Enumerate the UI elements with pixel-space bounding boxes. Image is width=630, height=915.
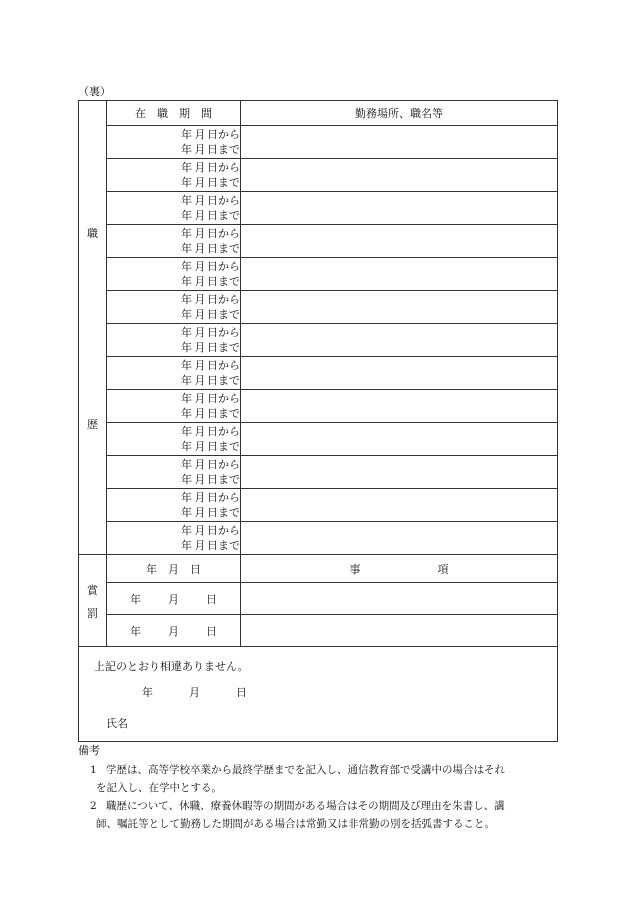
month-label: 月 bbox=[194, 374, 206, 387]
year-label: 年 bbox=[181, 209, 192, 222]
year-label: 年 bbox=[181, 176, 192, 189]
rewards-date-cell[interactable] bbox=[107, 615, 241, 647]
year-label: 年 bbox=[181, 260, 192, 273]
day-to-label: 日まで bbox=[207, 473, 240, 486]
career-side-char-1: 職 bbox=[87, 227, 98, 240]
day-to-label: 日まで bbox=[207, 440, 240, 453]
career-row bbox=[79, 390, 558, 423]
month-label: 月 bbox=[194, 242, 206, 255]
declaration-date[interactable] bbox=[142, 684, 247, 700]
month-label: 月 bbox=[194, 407, 206, 420]
day-from-label: 日から bbox=[207, 161, 240, 174]
year-label: 年 bbox=[181, 308, 192, 321]
declaration-box bbox=[79, 647, 558, 742]
year-label: 年 bbox=[181, 143, 192, 156]
month-label: 月 bbox=[194, 539, 206, 552]
day-to-label: 日まで bbox=[207, 209, 240, 222]
month-label: 月 bbox=[194, 209, 206, 222]
rewards-date-header: 年 月 日 bbox=[107, 555, 241, 583]
workplace-cell[interactable] bbox=[241, 357, 558, 390]
note-line: 師、嘱託等として勤務した期間がある場合は常勤又は非常勤の別を括弧書すること。 bbox=[96, 818, 495, 830]
name-label: 氏名 bbox=[106, 717, 128, 730]
career-row bbox=[79, 126, 558, 159]
period-cell[interactable] bbox=[107, 324, 241, 357]
note-number: 2 bbox=[90, 800, 97, 812]
year-label: 年 bbox=[130, 592, 141, 606]
month-label: 月 bbox=[168, 624, 179, 638]
workplace-cell[interactable] bbox=[241, 456, 558, 489]
career-row bbox=[79, 522, 558, 555]
day-from-label: 日から bbox=[207, 491, 240, 504]
career-row bbox=[79, 159, 558, 192]
notes-title: 備考 bbox=[78, 744, 100, 757]
year-label: 年 bbox=[181, 374, 192, 387]
period-cell[interactable] bbox=[107, 159, 241, 192]
day-from-label: 日から bbox=[207, 326, 240, 339]
career-row bbox=[79, 324, 558, 357]
year-label: 年 bbox=[181, 458, 192, 471]
month-label: 月 bbox=[194, 143, 206, 156]
career-header-row bbox=[79, 101, 558, 126]
day-label: 日 bbox=[236, 686, 247, 699]
day-to-label: 日まで bbox=[207, 407, 240, 420]
year-label: 年 bbox=[181, 524, 192, 537]
workplace-cell[interactable] bbox=[241, 159, 558, 192]
day-to-label: 日まで bbox=[207, 275, 240, 288]
career-row bbox=[79, 489, 558, 522]
career-side-label bbox=[79, 101, 107, 555]
workplace-cell[interactable] bbox=[241, 225, 558, 258]
rewards-side-char-1: 賞 bbox=[87, 584, 98, 597]
period-cell[interactable] bbox=[107, 126, 241, 159]
period-cell[interactable] bbox=[107, 291, 241, 324]
year-label: 年 bbox=[181, 425, 192, 438]
day-label: 日 bbox=[206, 592, 217, 606]
day-to-label: 日まで bbox=[207, 176, 240, 189]
day-from-label: 日から bbox=[207, 194, 240, 207]
rewards-side-char-2: 罰 bbox=[87, 607, 98, 620]
month-label: 月 bbox=[168, 592, 179, 606]
period-cell[interactable] bbox=[107, 456, 241, 489]
period-cell[interactable] bbox=[107, 390, 241, 423]
year-label: 年 bbox=[181, 194, 192, 207]
period-cell[interactable] bbox=[107, 522, 241, 555]
year-label: 年 bbox=[181, 293, 192, 306]
workplace-cell[interactable] bbox=[241, 291, 558, 324]
note-line: 学歴は、高等学校卒業から最終学歴までを記入し、通信教育部で受講中の場合はそれ bbox=[106, 764, 505, 776]
career-form-table bbox=[78, 100, 558, 742]
year-label: 年 bbox=[130, 624, 141, 638]
year-label: 年 bbox=[181, 407, 192, 420]
period-cell[interactable] bbox=[107, 357, 241, 390]
year-label: 年 bbox=[181, 161, 192, 174]
month-label: 月 bbox=[194, 458, 206, 471]
workplace-cell[interactable] bbox=[241, 522, 558, 555]
month-label: 月 bbox=[194, 227, 206, 240]
day-from-label: 日から bbox=[207, 392, 240, 405]
day-to-label: 日まで bbox=[207, 143, 240, 156]
career-row bbox=[79, 456, 558, 489]
declaration-text: 上記のとおり相違ありません。 bbox=[94, 660, 249, 673]
year-label: 年 bbox=[142, 686, 153, 699]
year-label: 年 bbox=[181, 227, 192, 240]
note-line: 職歴について、休職、療養休暇等の期間がある場合はその期間及び理由を朱書し、講 bbox=[106, 800, 505, 812]
day-to-label: 日まで bbox=[207, 341, 240, 354]
career-row bbox=[79, 225, 558, 258]
month-label: 月 bbox=[189, 686, 200, 699]
workplace-header: 勤務場所、職名等 bbox=[241, 101, 558, 126]
career-row bbox=[79, 357, 558, 390]
day-to-label: 日まで bbox=[207, 374, 240, 387]
year-label: 年 bbox=[181, 128, 192, 141]
day-to-label: 日まで bbox=[207, 539, 240, 552]
month-label: 月 bbox=[194, 341, 206, 354]
year-label: 年 bbox=[181, 359, 192, 372]
day-to-label: 日まで bbox=[207, 506, 240, 519]
month-label: 月 bbox=[194, 524, 206, 537]
month-label: 月 bbox=[194, 491, 206, 504]
day-from-label: 日から bbox=[207, 293, 240, 306]
period-cell[interactable] bbox=[107, 225, 241, 258]
day-from-label: 日から bbox=[207, 458, 240, 471]
year-label: 年 bbox=[181, 326, 192, 339]
month-label: 月 bbox=[194, 260, 206, 273]
year-label: 年 bbox=[181, 392, 192, 405]
year-label: 年 bbox=[181, 491, 192, 504]
month-label: 月 bbox=[194, 308, 206, 321]
note-item-2 bbox=[90, 797, 560, 833]
day-from-label: 日から bbox=[207, 227, 240, 240]
year-label: 年 bbox=[181, 473, 192, 486]
workplace-cell[interactable] bbox=[241, 192, 558, 225]
month-label: 月 bbox=[194, 275, 206, 288]
rewards-row bbox=[79, 615, 558, 647]
year-label: 年 bbox=[181, 242, 192, 255]
rewards-row bbox=[79, 583, 558, 615]
declaration-row bbox=[79, 647, 558, 742]
note-line: を記入し、在学中とする。 bbox=[96, 782, 222, 794]
career-row bbox=[79, 258, 558, 291]
period-cell[interactable] bbox=[107, 423, 241, 456]
note-number: 1 bbox=[90, 764, 97, 776]
day-to-label: 日まで bbox=[207, 308, 240, 321]
year-label: 年 bbox=[181, 506, 192, 519]
month-label: 月 bbox=[194, 440, 206, 453]
month-label: 月 bbox=[194, 506, 206, 519]
day-from-label: 日から bbox=[207, 260, 240, 273]
month-label: 月 bbox=[194, 326, 206, 339]
rewards-header-row bbox=[79, 555, 558, 583]
period-cell[interactable] bbox=[107, 258, 241, 291]
year-label: 年 bbox=[181, 341, 192, 354]
day-from-label: 日から bbox=[207, 524, 240, 537]
back-side-label: （裏） bbox=[78, 85, 111, 98]
career-side-char-2: 歴 bbox=[87, 418, 98, 431]
month-label: 月 bbox=[194, 293, 206, 306]
day-from-label: 日から bbox=[207, 128, 240, 141]
month-label: 月 bbox=[194, 392, 206, 405]
year-label: 年 bbox=[181, 539, 192, 552]
workplace-cell[interactable] bbox=[241, 126, 558, 159]
workplace-cell[interactable] bbox=[241, 390, 558, 423]
month-label: 月 bbox=[194, 359, 206, 372]
day-to-label: 日まで bbox=[207, 242, 240, 255]
workplace-cell[interactable] bbox=[241, 489, 558, 522]
workplace-cell[interactable] bbox=[241, 258, 558, 291]
note-item-1 bbox=[90, 761, 560, 797]
year-label: 年 bbox=[181, 440, 192, 453]
rewards-matter-cell[interactable] bbox=[241, 583, 558, 615]
period-header: 在 職 期 間 bbox=[107, 101, 241, 126]
career-row bbox=[79, 192, 558, 225]
career-row bbox=[79, 423, 558, 456]
day-label: 日 bbox=[206, 624, 217, 638]
rewards-matter-cell[interactable] bbox=[241, 615, 558, 647]
day-from-label: 日から bbox=[207, 359, 240, 372]
period-cell[interactable] bbox=[107, 192, 241, 225]
workplace-cell[interactable] bbox=[241, 324, 558, 357]
rewards-date-cell[interactable] bbox=[107, 583, 241, 615]
month-label: 月 bbox=[194, 425, 206, 438]
month-label: 月 bbox=[194, 128, 206, 141]
workplace-cell[interactable] bbox=[241, 423, 558, 456]
month-label: 月 bbox=[194, 194, 206, 207]
day-from-label: 日から bbox=[207, 425, 240, 438]
year-label: 年 bbox=[181, 275, 192, 288]
career-row bbox=[79, 291, 558, 324]
rewards-side-label bbox=[79, 555, 107, 647]
month-label: 月 bbox=[194, 161, 206, 174]
rewards-matter-header: 事 項 bbox=[241, 555, 558, 583]
period-cell[interactable] bbox=[107, 489, 241, 522]
month-label: 月 bbox=[194, 176, 206, 189]
month-label: 月 bbox=[194, 473, 206, 486]
